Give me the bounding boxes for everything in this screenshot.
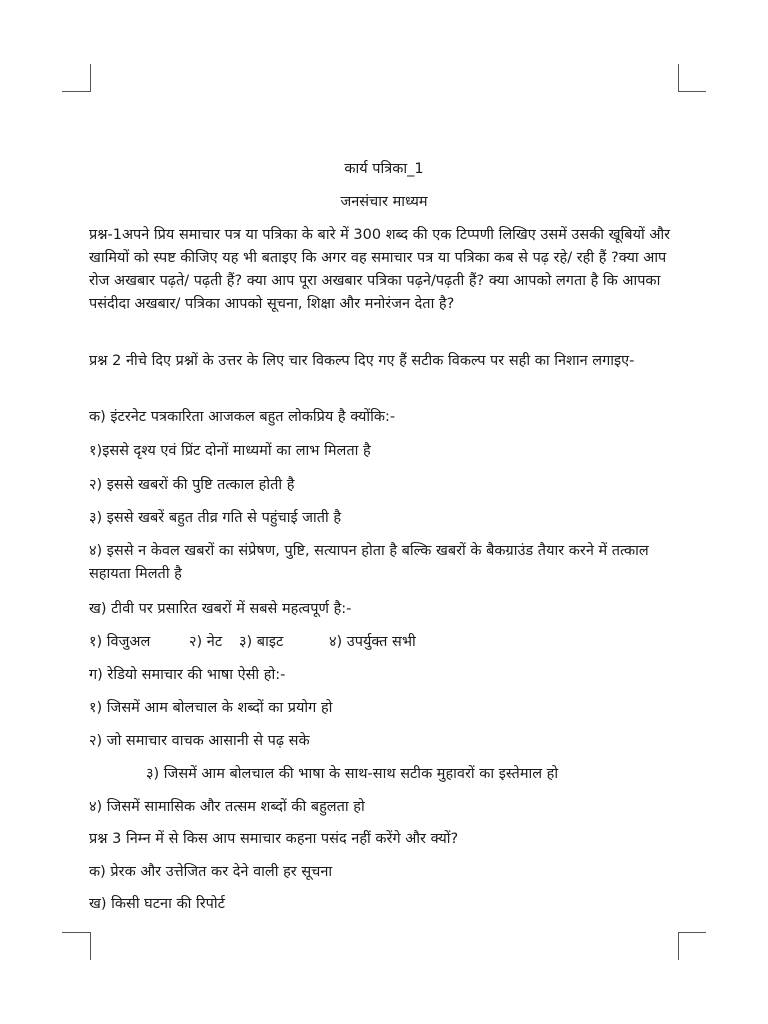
question-2c-option-3: ३) जिसमें आम बोलचाल की भाषा के साथ-साथ सटीक मुहावरों का इस्तेमाल हो bbox=[146, 766, 559, 782]
question-2c-option-2: २) जो समाचार वाचक आसानी से पढ़ सके bbox=[89, 733, 310, 749]
crop-mark-bottom-left-v bbox=[90, 932, 91, 960]
question-2b: ख) टीवी पर प्रसारित खबरों में सबसे महत्वपूर्ण है:- bbox=[89, 601, 352, 617]
question-1: प्रश्न-1अपने प्रिय समाचार पत्र या पत्रिका के बारे में 300 शब्द की एक टिप्पणी लिखिए उसमें उसकी खूबियों और खामियों को स्पष्ट कीजिए यह भी बताइए कि अगर वह समाचार पत्र या पत्रिका कब से पढ़ रहे/ रही हैं ?क्या आप रोज अखबार पढ़ते/ पढ़ती हैं? क्या आप पूरा अखबार पत्रिका पढ़ने/पढ़ती हैं? क्या आपको लगता है कि आपका पसंदीदा अखबार/ पत्रिका आपको सूचना, शिक्षा और मनोरंजन देता है? bbox=[89, 227, 671, 312]
question-2c: ग) रेडियो समाचार की भाषा ऐसी हो:- bbox=[89, 667, 286, 683]
question-3-option-b: ख) किसी घटना की रिपोर्ट bbox=[89, 896, 225, 912]
question-2a-option-4: ४) इससे न केवल खबरों का संप्रेषण, पुष्टि, सत्यापन होता है बल्कि खबरों के बैकग्राउंड तैयार करने में तत्काल सहायता मिलती है bbox=[89, 543, 649, 582]
question-2b-option-2: २) नेट bbox=[189, 634, 223, 650]
question-3-option-a: क) प्रेरक और उत्तेजित कर देने वाली हर सूचना bbox=[89, 864, 333, 880]
question-2a-option-3: ३) इससे खबरें बहुत तीव्र गति से पहुंचाई जाती है bbox=[89, 510, 342, 526]
question-2a: क) इंटरनेट पत्रकारिता आजकल बहुत लोकप्रिय है क्योंकि:- bbox=[89, 409, 396, 425]
crop-mark-top-left-v bbox=[90, 64, 91, 92]
crop-mark-top-left-h bbox=[62, 91, 90, 92]
crop-mark-bottom-right-h bbox=[678, 932, 706, 933]
crop-mark-bottom-left-h bbox=[62, 932, 90, 933]
question-2: प्रश्न 2 नीचे दिए प्रश्नों के उत्तर के लिए चार विकल्प दिए गए हैं सटीक विकल्प पर सही का निशान लगाइए- bbox=[89, 353, 635, 369]
question-2c-option-1: १) जिसमें आम बोलचाल के शब्दों का प्रयोग हो bbox=[89, 700, 333, 716]
question-2c-option-4: ४) जिसमें सामासिक और तत्सम शब्दों की बहुलता हो bbox=[89, 799, 365, 815]
question-2b-options bbox=[89, 631, 416, 654]
question-2b-option-3: ३) बाइट bbox=[239, 634, 284, 650]
worksheet-title: कार्य पत्रिका_1 bbox=[344, 161, 424, 177]
question-2a-option-2: २) इससे खबरों की पुष्टि तत्काल होती है bbox=[89, 477, 295, 493]
worksheet-subtitle: जनसंचार माध्यम bbox=[340, 194, 428, 210]
question-3: प्रश्न 3 निम्न में से किस आप समाचार कहना पसंद नहीं करेंगे और क्यों? bbox=[89, 831, 459, 847]
crop-mark-top-right-h bbox=[678, 91, 706, 92]
question-2b-option-1: १) विजुअल bbox=[89, 634, 151, 650]
question-2a-option-1: १)इससे दृश्य एवं प्रिंट दोनों माध्यमों का लाभ मिलता है bbox=[89, 443, 371, 459]
crop-mark-top-right-v bbox=[678, 64, 679, 92]
question-2b-option-4: ४) उपर्युक्त सभी bbox=[329, 634, 416, 650]
crop-mark-bottom-right-v bbox=[678, 932, 679, 960]
